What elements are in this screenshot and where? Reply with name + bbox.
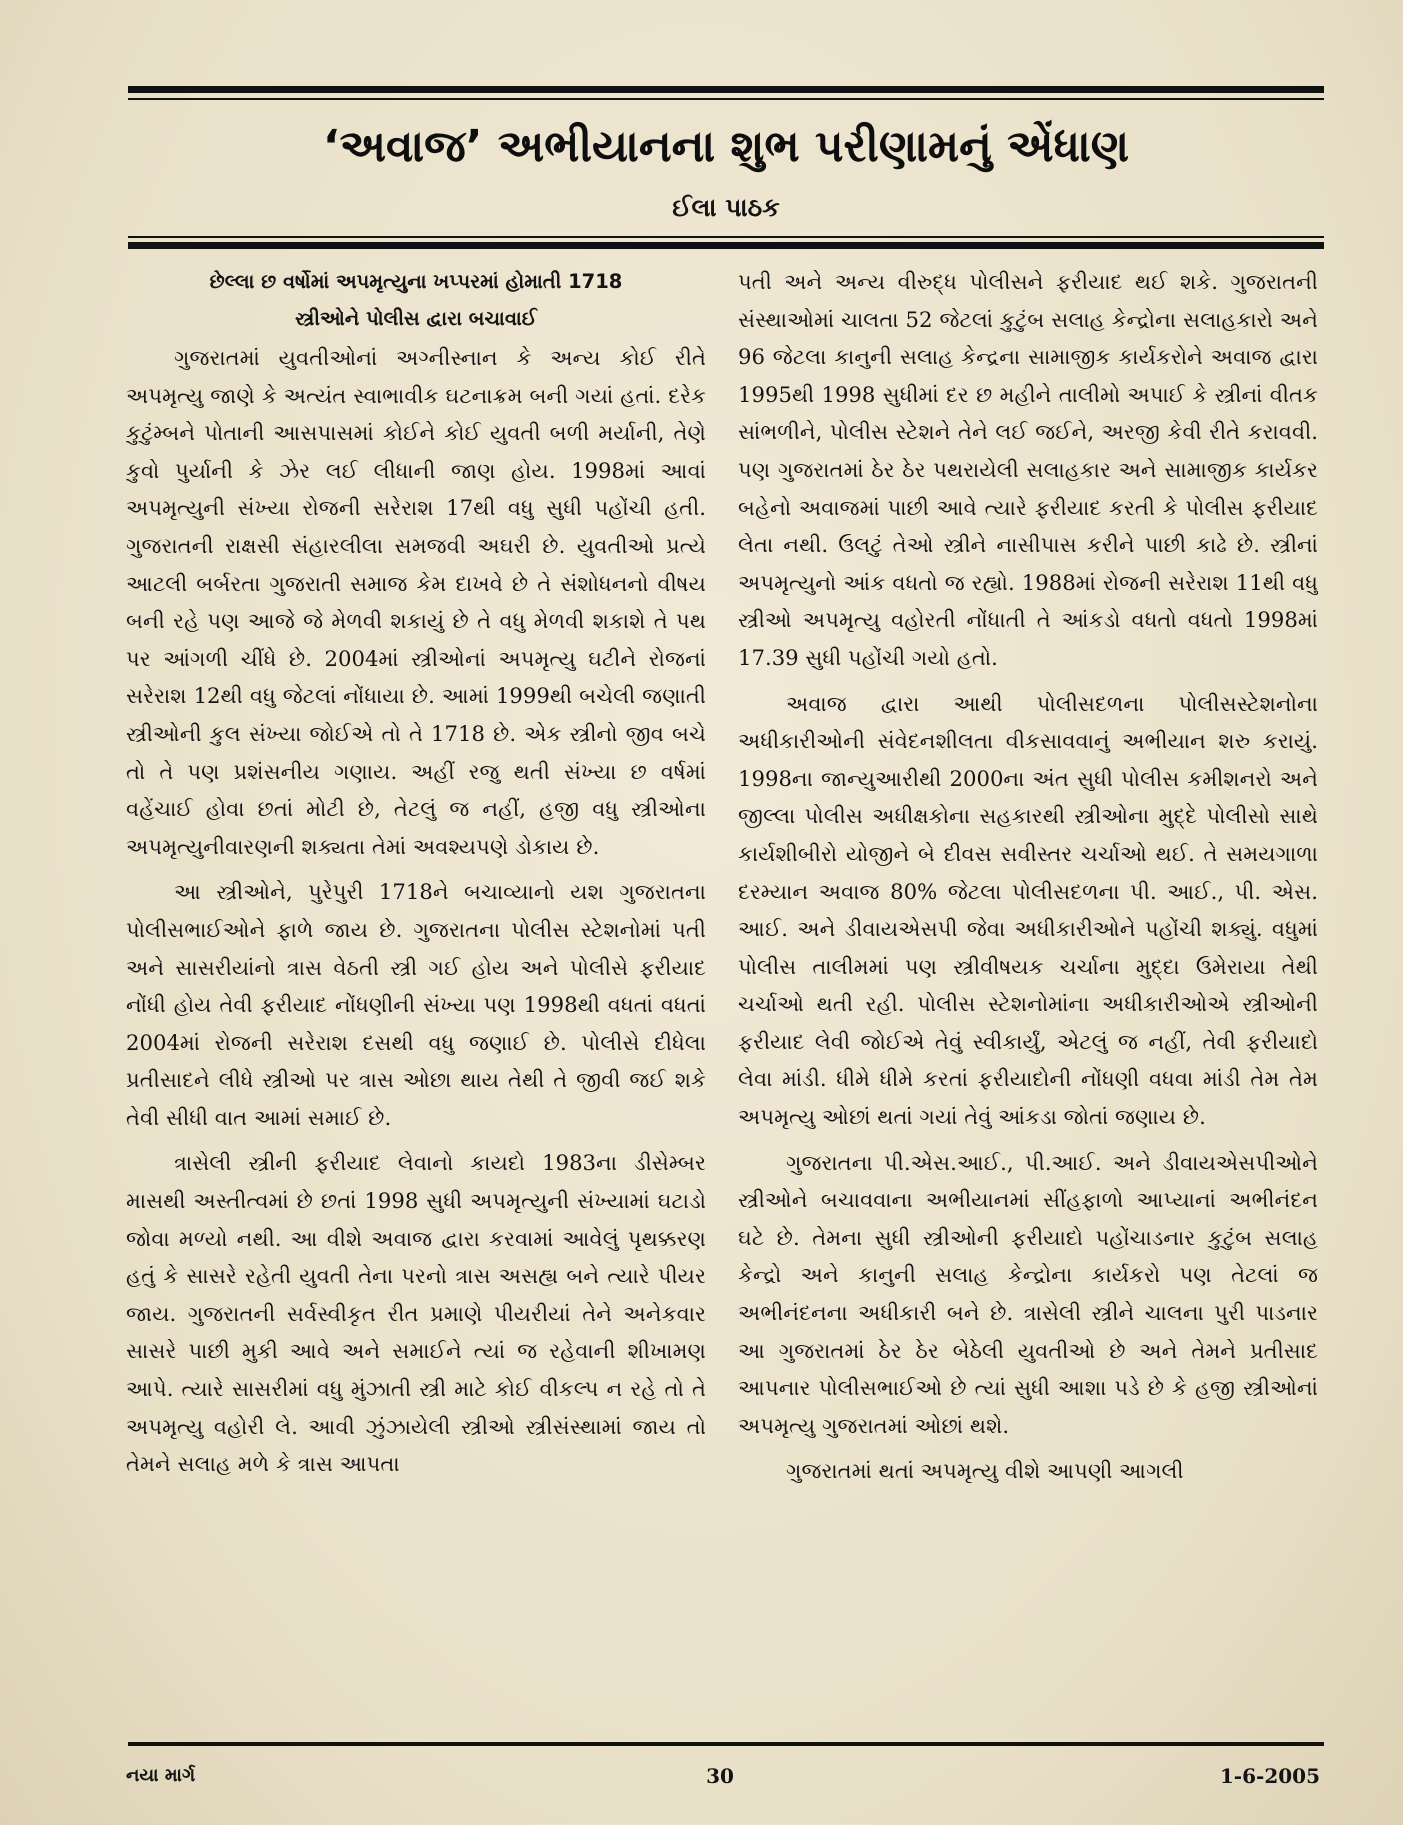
section-subhead	[126, 263, 706, 337]
paragraph: ગુજરાતમાં યુવતીઓનાં અગ્નીસ્નાન કે અન્ય કોઈ રીતે અપમૃત્યુ જાણે કે અત્યંત સ્વાભાવીક ઘટનાક્રમ બની ગયાં હતાં. દરેક કુટુંમ્બને પોતાની આસપાસમાં કોઈને કોઈ યુવતી બળી મર્યાની, તેણે કુવો પુર્યાની કે ઝેર લઈ લીધાની જાણ હોય. 1998માં આવાં અપમૃત્યુની સંખ્યા રોજની સરેરાશ 17થી વધુ સુધી પહોંચી હતી. ગુજરાતની રાક્ષસી સંહારલીલા સમજવી અઘરી છે. યુવતીઓ પ્રત્યે આટલી બર્બરતા ગુજરાતી સમાજ કેમ દાખવે છે તે સંશોધનનો વીષય બની રહે પણ આજે જે મેળવી શકાયું છે તે વધુ મેળવી શકાશે તે પથ પર આંગળી ચીંધે છે. 2004માં સ્ત્રીઓનાં અપમૃત્યુ ઘટીને રોજનાં સરેરાશ 12થી વધુ જેટલાં નોંધાયા છે. આમાં 1999થી બચેલી જણાતી સ્ત્રીઓની કુલ સંખ્યા જોઈએ તો તે 1718 છે. એક સ્ત્રીનો જીવ બચે તો તે પણ પ્રશંસનીય ગણાય. અહીં રજુ થતી સંખ્યા છ વર્ષમાં વહેંચાઈ હોવા છતાં મોટી છે, તેટલું જ નહીં, હજી વધુ સ્ત્રીઓના અપમૃત્યુનીવારણની શક્યતા તેમાં અવશ્યપણે ડોકાય છે.	[126, 345, 706, 859]
subhead-line-2: સ્ત્રીઓને પોલીસ દ્વારા બચાવાઈ	[295, 307, 537, 330]
paragraph: ત્રાસેલી સ્ત્રીની ફરીયાદ લેવાનો કાયદો 1983ના ડીસેમ્બર માસથી અસ્તીત્વમાં છે છતાં 1998 સુધી અપમૃત્યુની સંખ્યામાં ઘટાડો જોવા મળ્યો નથી. આ વીશે અવાજ દ્વારા કરવામાં આવેલું પૃથક્કરણ હતું કે સાસરે રહેતી યુવતી તેના પરનો ત્રાસ અસહ્ય બને ત્યારે પીયર જાય. ગુજરાતની સર્વસ્વીકૃત રીત પ્રમાણે પીયરીયાં તેને અનેકવાર સાસરે પાછી મુકી આવે અને સમાઈને ત્યાં જ રહેવાની શીખામણ આપે. ત્યારે સાસરીમાં વધુ મુંઝાતી સ્ત્રી માટે કોઈ વીકલ્પ ન રહે તો તે અપમૃત્યુ વહોરી લે. આવી ઝુંઝાયેલી સ્ત્રીઓ સ્ત્રીસંસ્થામાં જાય તો તેમને સલાહ મળે કે ત્રાસ આપતા	[126, 1150, 706, 1477]
article-author: ઈલા પાઠક	[672, 193, 780, 222]
subhead-line-1: છેલ્લા છ વર્ષોમાં અપમૃત્યુના ખપ્પરમાં હોમાતી 1718	[209, 270, 623, 293]
footer-rule	[128, 1742, 1324, 1746]
header-rule-thick	[128, 242, 1324, 249]
article-title: ‘અવાજ’ અભીયાનના શુભ પરીણામનું એંધાણ	[322, 121, 1130, 172]
header-rule-thin	[128, 236, 1324, 238]
right-column	[738, 263, 1318, 1693]
paragraph: ગુજરાતના પી.એસ.આઈ., પી.આઈ. અને ડીવાયએસપીઓને સ્ત્રીઓને બચાવવાના અભીયાનમાં સીંહફાળો આપ્યાનાં અભીનંદન ઘટે છે. તેમના સુધી સ્ત્રીઓની ફરીયાદો પહોંચાડનાર કુટુંબ સલાહ કેન્દ્રો અને કાનુની સલાહ કેન્દ્રોના કાર્યકરો પણ તેટલાં જ અભીનંદનના અધીકારી બને છે. ત્રાસેલી સ્ત્રીને ચાલના પુરી પાડનાર આ ગુજરાતમાં ઠેર ઠેર બેઠેલી યુવતીઓ છે અને તેમને પ્રતીસાદ આપનાર પોલીસભાઈઓ છે ત્યાં સુધી આશા પડે છે કે હજી સ્ત્રીઓનાં અપમૃત્યુ ગુજરાતમાં ઓછાં થશે.	[738, 1149, 1318, 1438]
paragraph: અવાજ દ્વારા આથી પોલીસદળના પોલીસસ્ટેશનોના અધીકારીઓની સંવેદનશીલતા વીકસાવવાનું અભીયાન શરુ કરાયું. 1998ના જાન્યુઆરીથી 2000ના અંત સુધી પોલીસ કમીશનરો અને જીલ્લા પોલીસ અધીક્ષકોના સહકારથી સ્ત્રીઓના મુદ્દે પોલીસો સાથે કાર્યશીબીરો યોજીને બે દીવસ સવીસ્તર ચર્ચાઓ થઈ. તે સમયગાળા દરમ્યાન અવાજ 80% જેટલા પોલીસદળના પી. આઈ., પી. એસ. આઈ. અને ડીવાયએસપી જેવા અધીકારીઓને પહોંચી શક્યું. વધુમાં પોલીસ તાલીમમાં પણ સ્ત્રીવીષયક ચર્ચાના મુદ્દા ઉમેરાયા તેથી ચર્ચાઓ થતી રહી. પોલીસ સ્ટેશનોમાંના અધીકારીઓએ સ્ત્રીઓની ફરીયાદ લેવી જોઈએ તેવું સ્વીકાર્યું, એટલું જ નહીં, તેવી ફરીયાદો લેવા માંડી. ધીમે ધીમે કરતાં ફરીયાદોની નોંધણી વધવા માંડી તેમ તેમ અપમૃત્યુ ઓછાં થતાં ગયાં તેવું આંકડા જોતાં જણાય છે.	[738, 690, 1318, 1130]
paragraph: આ સ્ત્રીઓને, પુરેપુરી 1718ને બચાવ્યાનો યશ ગુજરાતના પોલીસભાઈઓને ફાળે જાય છે. ગુજરાતના પોલીસ સ્ટેશનોમાં પતી અને સાસરીયાંનો ત્રાસ વેઠતી સ્ત્રી ગઈ હોય અને પોલીસે ફરીયાદ નોંધી હોય તેવી ફરીયાદ નોંધણીની સંખ્યા પણ 1998થી વધતાં વધતાં 2004માં રોજની સરેરાશ દસથી વધુ જણાઈ છે. પોલીસે દીધેલા પ્રતીસાદને લીધે સ્ત્રીઓ પર ત્રાસ ઓછા થાય તેથી તે જીવી જઈ શકે તેવી સીધી વાત આમાં સમાઈ છે.	[126, 879, 706, 1130]
page-number: 30	[706, 1764, 734, 1788]
top-rule-thick	[128, 86, 1324, 93]
publication-name: નયા માર્ગ	[126, 1765, 196, 1786]
left-column	[126, 263, 706, 1693]
paragraph: પતી અને અન્ય વીરુદ્ધ પોલીસને ફરીયાદ થઈ શકે. ગુજરાતની સંસ્થાઓમાં ચાલતા 52 જેટલાં કુટુંબ સલાહ કેન્દ્રોના સલાહકારો અને 96 જેટલા કાનુની સલાહ કેન્દ્રના સામાજીક કાર્યકરોને અવાજ દ્વારા 1995થી 1998 સુધીમાં દર છ મહીને તાલીમો અપાઈ કે સ્ત્રીનાં વીતક સાંભળીને, પોલીસ સ્ટેશને તેને લઈ જઈને, અરજી કેવી રીતે કરાવવી. પણ ગુજરાતમાં ઠેર ઠેર પથરાયેલી સલાહકાર અને સામાજીક કાર્યકર બહેનો અવાજમાં પાછી આવે ત્યારે ફરીયાદ કરતી કે પોલીસ ફરીયાદ લેતા નથી. ઉલટું તેઓ સ્ત્રીને નાસીપાસ કરીને પાછી કાઢે છે. સ્ત્રીનાં અપમૃત્યુનો આંક વધતો જ રહ્યો. 1988માં રોજની સરેરાશ 11થી વધુ સ્ત્રીઓ અપમૃત્યુ વહોરતી નોંધાતી તે આંકડો વધતો વધતો 1998માં 17.39 સુધી પહોંચી ગયો હતો.	[738, 269, 1318, 670]
issue-date: 1-6-2005	[1219, 1764, 1320, 1788]
top-rule-thin	[128, 98, 1324, 100]
paragraph: ગુજરાતમાં થતાં અપમૃત્યુ વીશે આપણી આગલી	[786, 1458, 1184, 1484]
